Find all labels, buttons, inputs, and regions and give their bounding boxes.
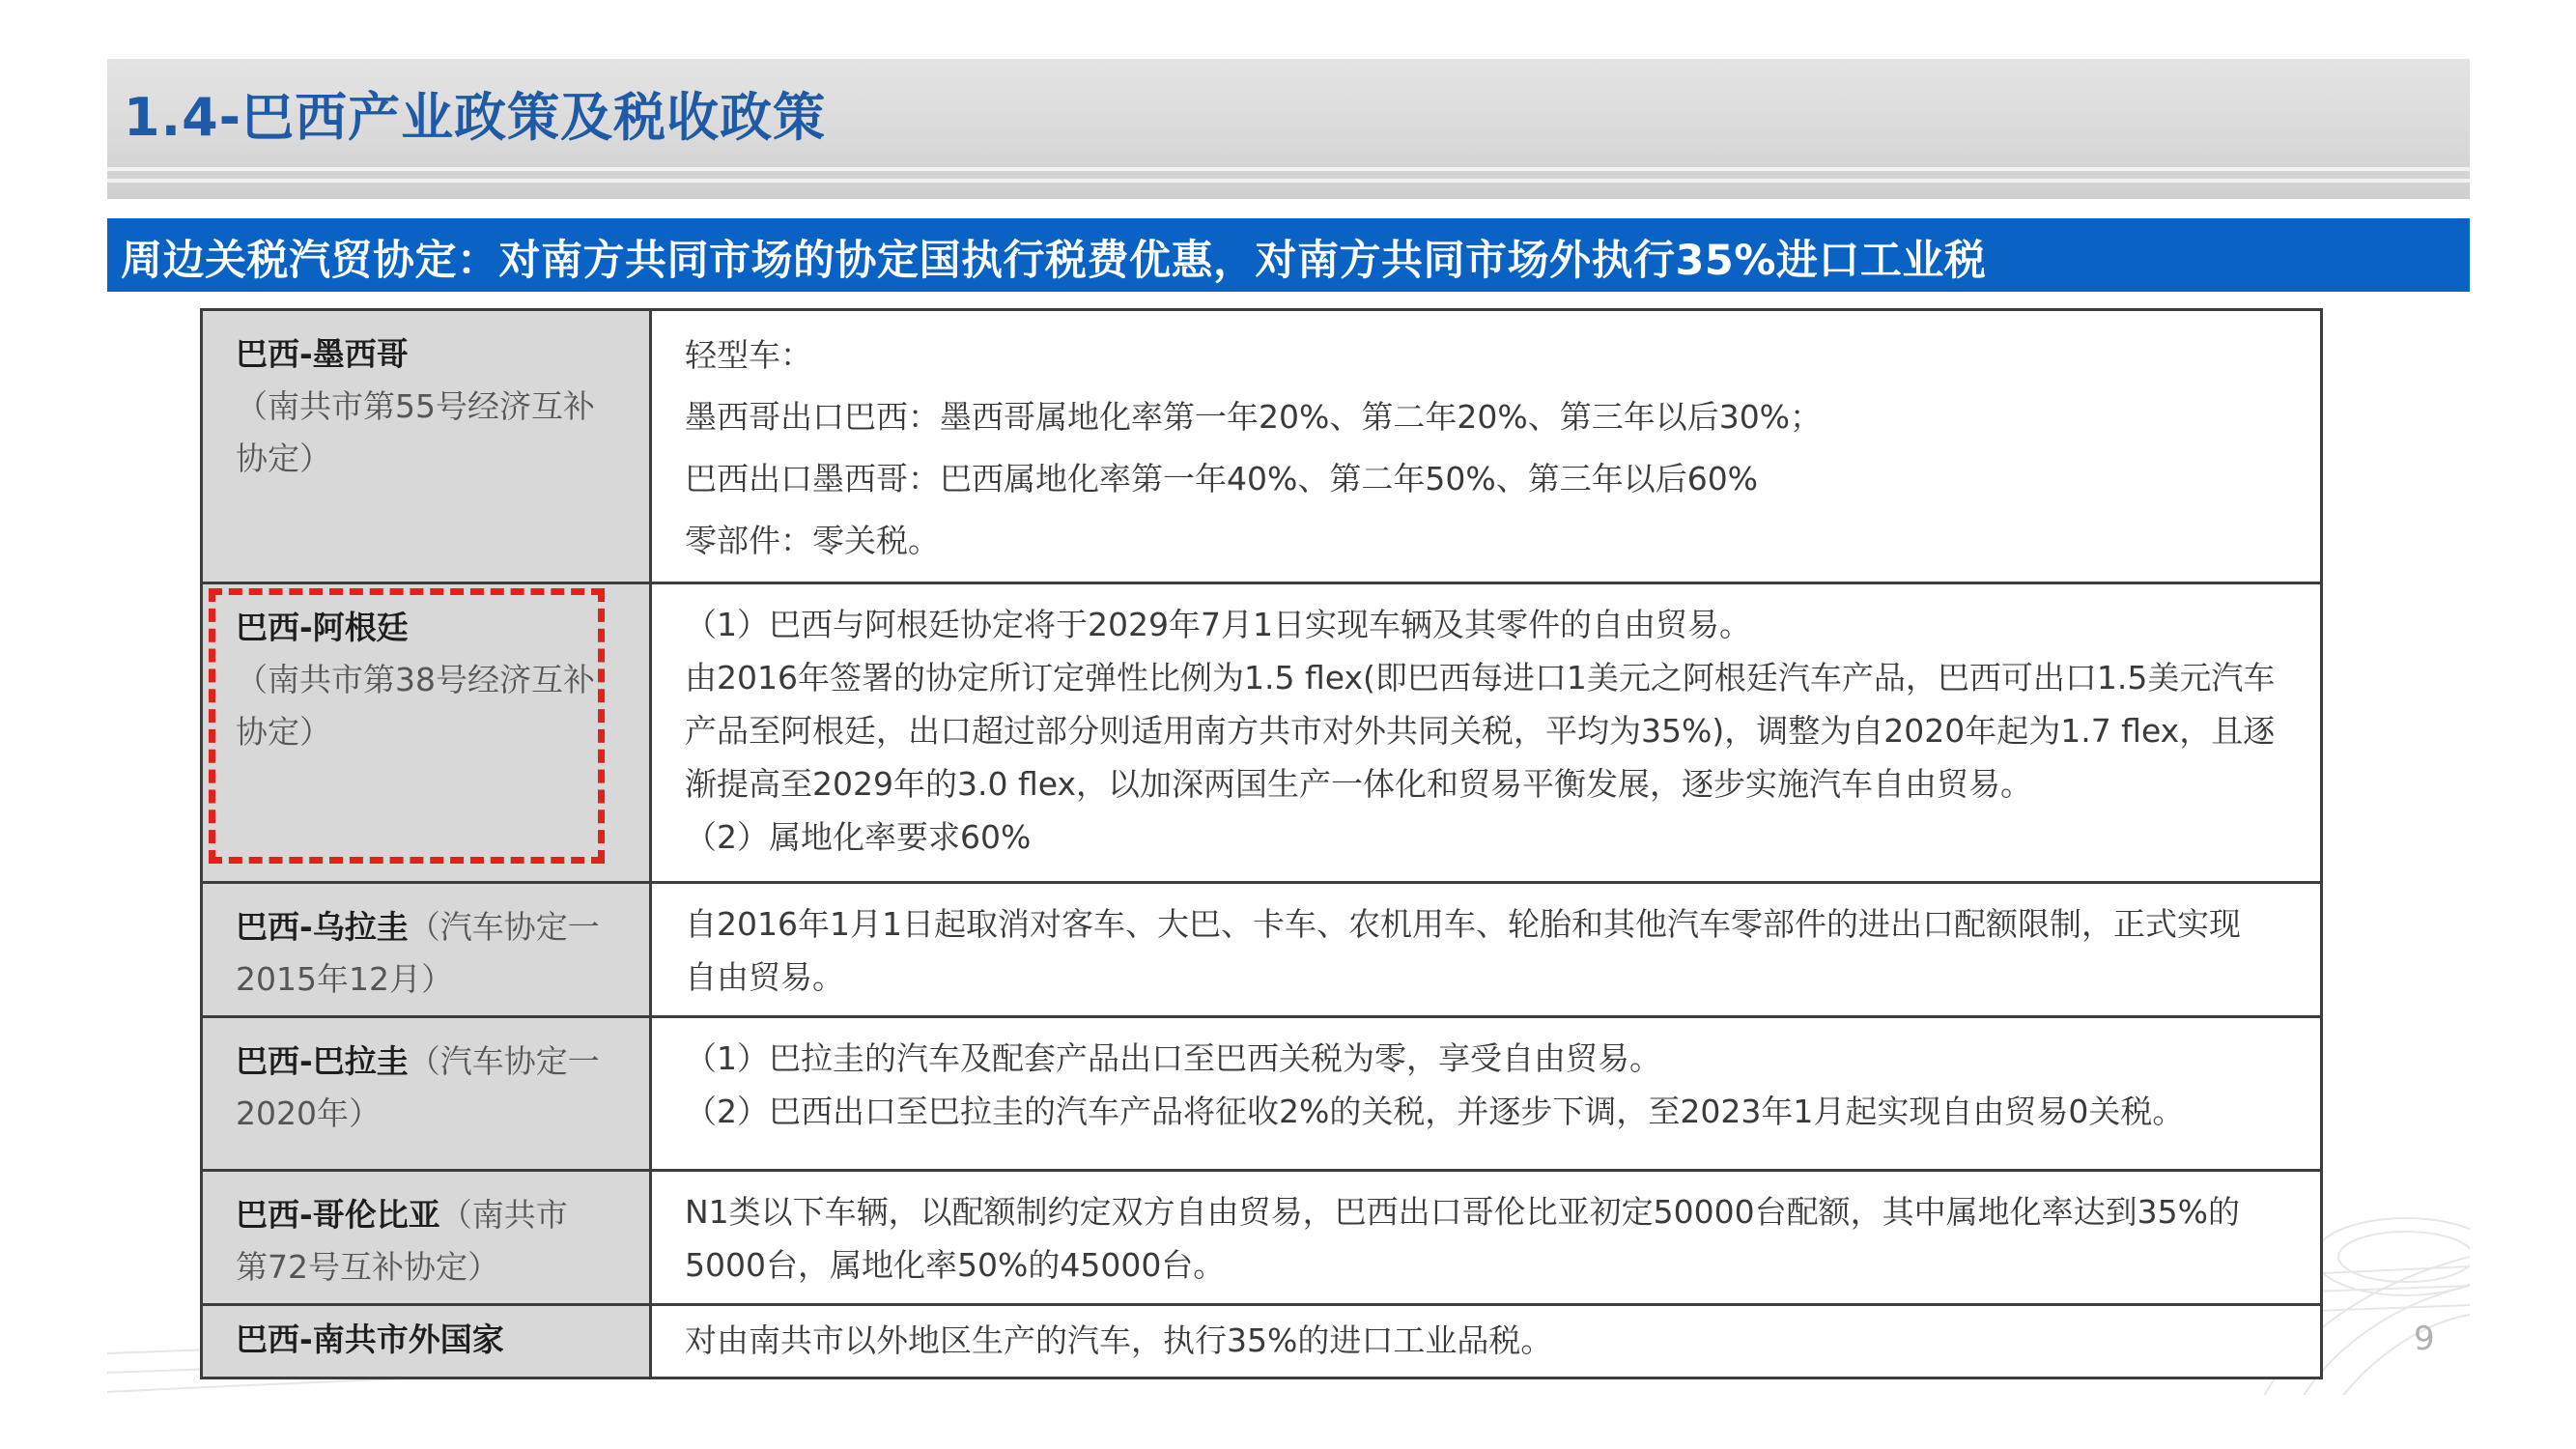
table-row bbox=[202, 1017, 2322, 1171]
country-pair-name: 巴西-巴拉圭 bbox=[236, 1042, 409, 1080]
detail-line: 轻型车： bbox=[685, 336, 812, 374]
detail-line: 5000台，属地化率50%的45000台。 bbox=[685, 1246, 1226, 1284]
detail-line: 零部件：零关税。 bbox=[685, 522, 940, 559]
detail-line: 对由南共市以外地区生产的汽车，执行35%的进口工业品税。 bbox=[685, 1321, 1553, 1359]
policy-detail-cell bbox=[651, 1171, 2322, 1305]
policy-detail-cell bbox=[651, 583, 2322, 883]
agreement-table bbox=[200, 308, 2323, 1379]
detail-line: （1）巴西与阿根廷协定将于2029年7月1日实现车辆及其零件的自由贸易。 bbox=[685, 606, 1751, 643]
policy-detail-cell bbox=[651, 1305, 2322, 1378]
table-row bbox=[202, 1305, 2322, 1378]
table-row bbox=[202, 883, 2322, 1017]
country-pair-name: 巴西-哥伦比亚 bbox=[236, 1196, 440, 1234]
agreement-note: （南共市 bbox=[439, 1196, 568, 1234]
section-banner bbox=[107, 218, 2470, 292]
country-pair-cell bbox=[202, 310, 651, 583]
country-pair-cell bbox=[202, 1171, 651, 1305]
country-pair-cell bbox=[202, 1017, 651, 1171]
table-row bbox=[202, 1171, 2322, 1305]
page-number: 9 bbox=[2414, 1320, 2435, 1358]
slide bbox=[107, 59, 2470, 1395]
table-row bbox=[202, 310, 2322, 583]
detail-line: （2）属地化率要求60% bbox=[685, 818, 1032, 856]
agreement-note: （汽车协定一 bbox=[408, 1042, 600, 1080]
detail-line: 墨西哥出口巴西：墨西哥属地化率第一年20%、第二年20%、第三年以后30%； bbox=[685, 398, 1823, 436]
highlight-box bbox=[209, 588, 605, 864]
country-pair-cell bbox=[202, 583, 651, 883]
country-pair-name: 巴西-墨西哥 bbox=[236, 335, 409, 373]
policy-detail-cell bbox=[651, 310, 2322, 583]
agreement-note: （南共市第38号经济互补 bbox=[236, 661, 595, 698]
agreement-note: 2020年） bbox=[236, 1094, 381, 1132]
policy-detail-cell bbox=[651, 883, 2322, 1017]
detail-line: 渐提高至2029年的3.0 flex，以加深两国生产一体化和贸易平衡发展，逐步实施汽车自由贸易。 bbox=[685, 765, 2032, 803]
country-pair-cell bbox=[202, 1305, 651, 1378]
table-row bbox=[202, 583, 2322, 883]
country-pair-name: 巴西-乌拉圭 bbox=[236, 908, 409, 946]
detail-line: 由2016年签署的协定所订定弹性比例为1.5 flex(即巴西每进口1美元之阿根廷汽车产品，巴西可出口1.5美元汽车 bbox=[685, 659, 2276, 696]
detail-line: （1）巴拉圭的汽车及配套产品出口至巴西关税为零，享受自由贸易。 bbox=[685, 1039, 1661, 1077]
agreement-note: 协定） bbox=[236, 440, 331, 477]
agreement-note: 2015年12月） bbox=[236, 960, 453, 998]
detail-line: （2）巴西出口至巴拉圭的汽车产品将征收2%的关税，并逐步下调，至2023年1月起实现自由贸易0关税。 bbox=[685, 1093, 2185, 1130]
detail-line: 产品至阿根廷，出口超过部分则适用南方共市对外共同关税，平均为35%)，调整为自2020年起为1.7 flex，且逐 bbox=[685, 712, 2276, 750]
country-pair-name: 巴西-南共市外国家 bbox=[236, 1321, 504, 1358]
banner-text: 周边关税汽贸协定：对南方共同市场的协定国执行税费优惠，对南方共同市场外执行35%进口工业税 bbox=[121, 237, 1987, 285]
agreement-note: （南共市第55号经济互补 bbox=[236, 387, 595, 425]
policy-detail-cell bbox=[651, 1017, 2322, 1171]
agreement-note: （汽车协定一 bbox=[408, 908, 600, 946]
detail-line: 巴西出口墨西哥：巴西属地化率第一年40%、第二年50%、第三年以后60% bbox=[685, 460, 1759, 497]
detail-line: N1类以下车辆，以配额制约定双方自由贸易，巴西出口哥伦比亚初定50000台配额，其中属地化率达到35%的 bbox=[685, 1193, 2241, 1231]
title-bar bbox=[107, 59, 2470, 199]
detail-line: 自由贸易。 bbox=[685, 958, 844, 996]
country-pair-name: 巴西-阿根廷 bbox=[236, 609, 409, 646]
slide-title: 1.4-巴西产业政策及税收政策 bbox=[124, 87, 827, 148]
agreement-note: 协定） bbox=[236, 713, 331, 751]
agreement-note: 第72号互补协定） bbox=[236, 1248, 499, 1286]
detail-line: 自2016年1月1日起取消对客车、大巴、卡车、农机用车、轮胎和其他汽车零部件的进出口配额限制，正式实现 bbox=[685, 905, 2241, 943]
country-pair-cell bbox=[202, 883, 651, 1017]
